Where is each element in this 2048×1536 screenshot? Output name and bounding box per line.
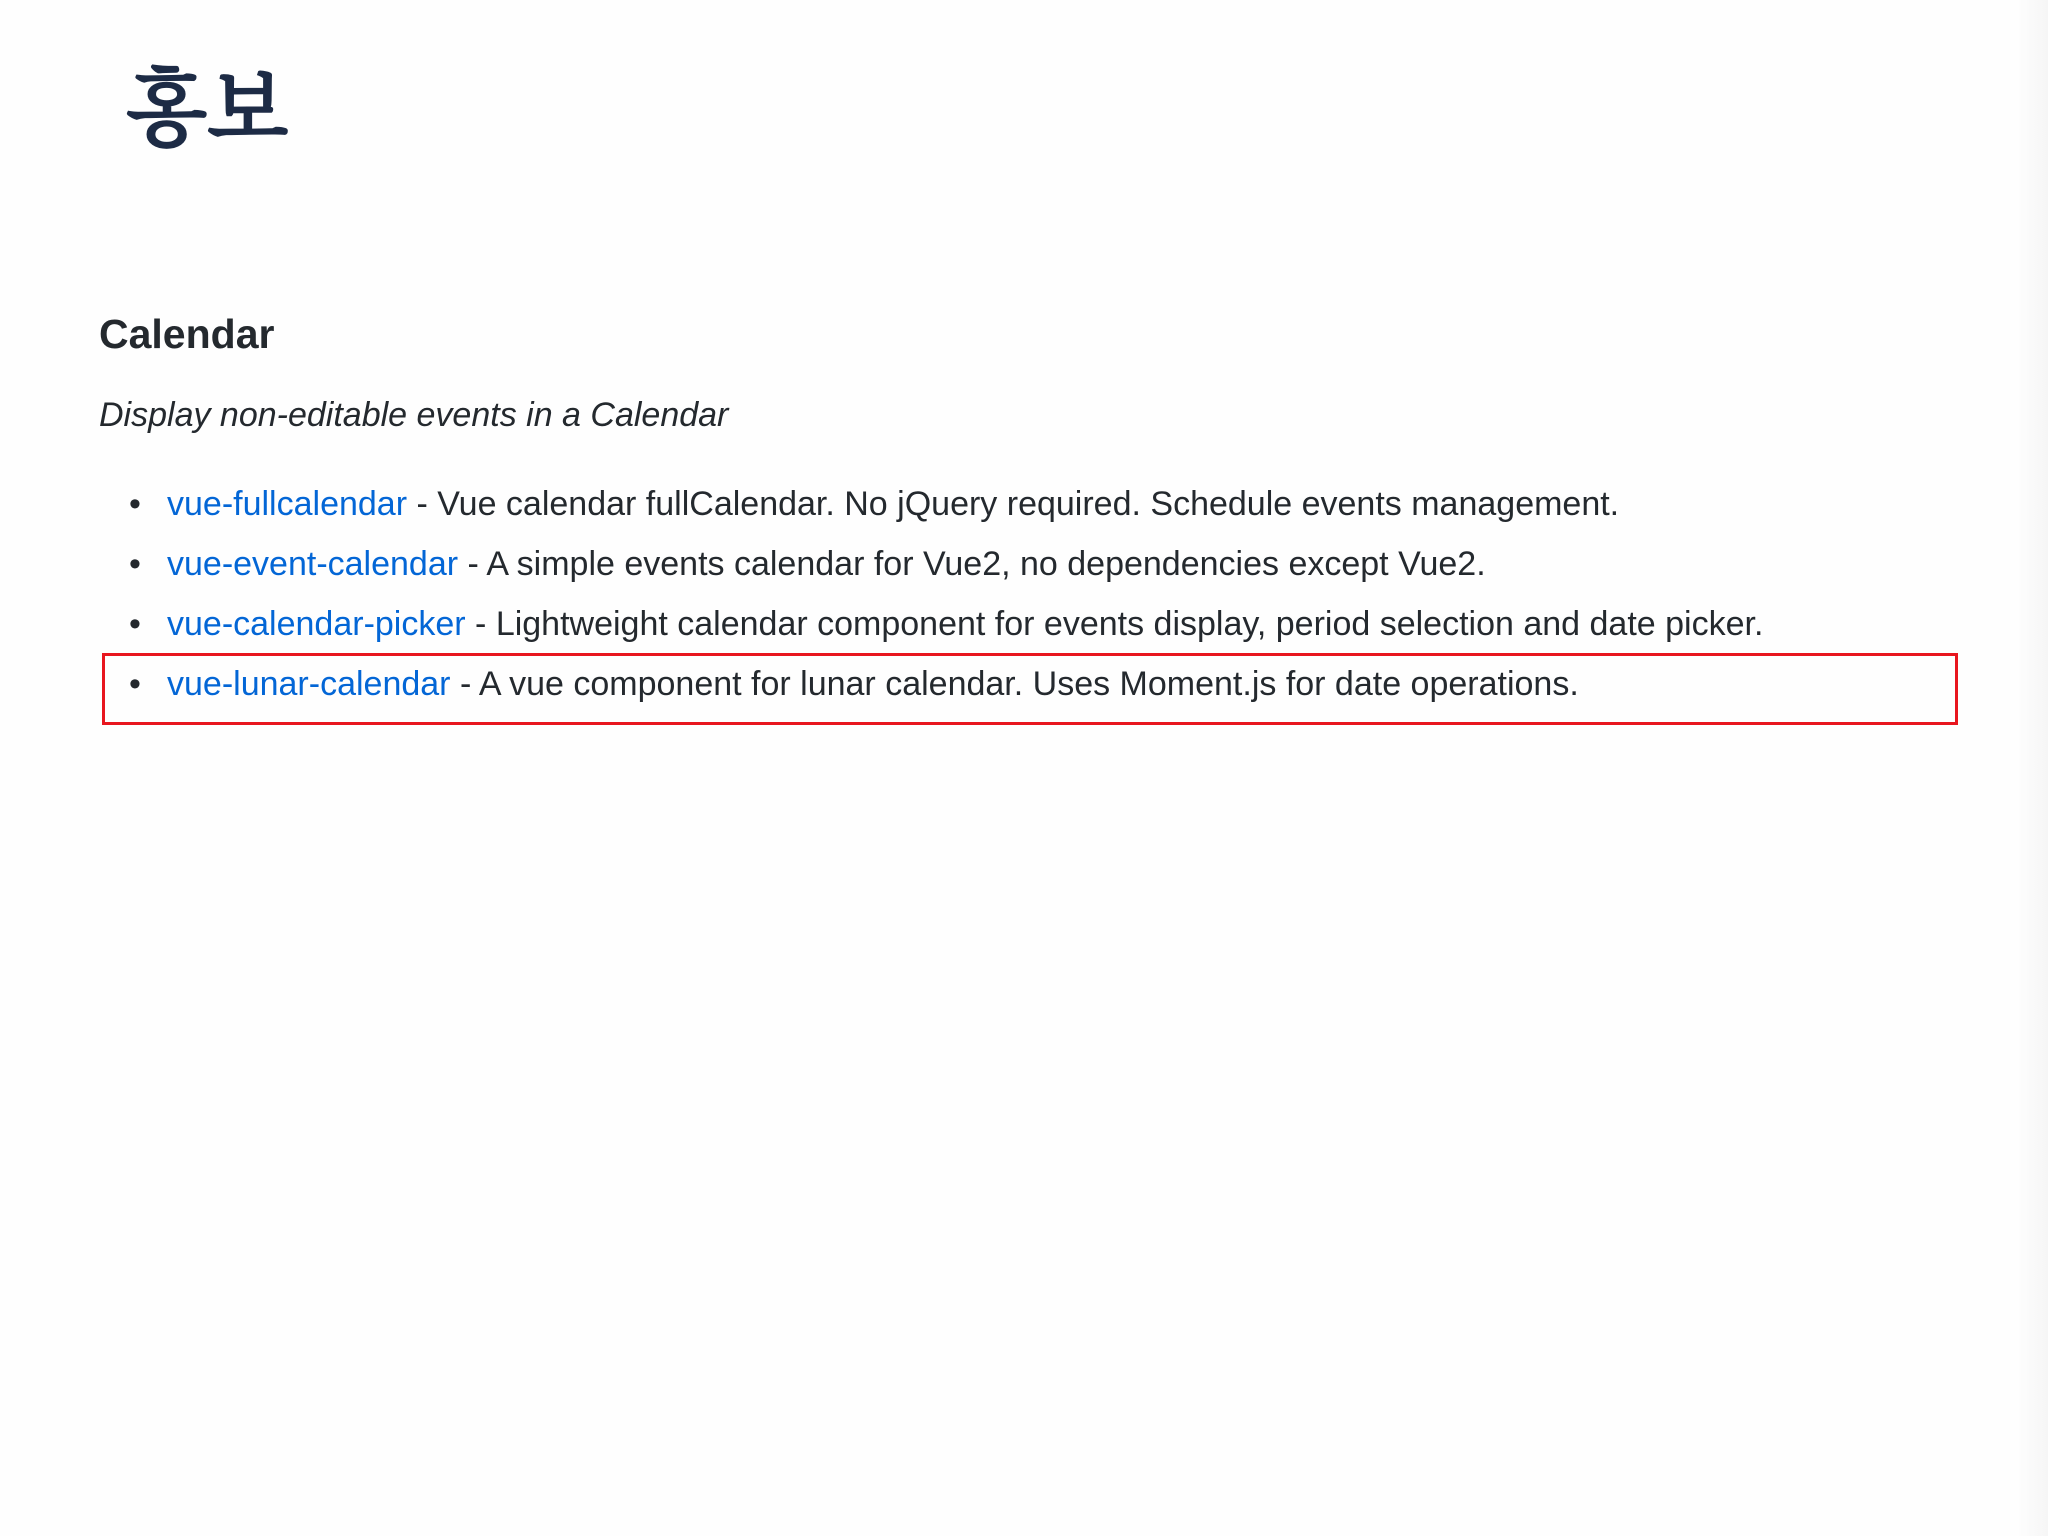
link-vue-event-calendar[interactable]: vue-event-calendar [167,545,459,583]
item-separator: - [458,545,487,583]
bullet-icon: • [129,545,141,583]
item-description: Vue calendar fullCalendar. No jQuery required. Schedule events management. [437,485,1620,523]
readme-section [99,300,1979,714]
item-separator: - [465,605,496,643]
library-list [99,474,1979,714]
list-item-vue-event-calendar [99,534,1979,594]
right-edge-shade [2016,0,2048,1536]
bullet-icon: • [129,485,141,523]
link-vue-lunar-calendar[interactable]: vue-lunar-calendar [167,665,451,703]
item-separator: - [450,665,479,703]
item-separator: - [407,485,438,523]
item-description: Lightweight calendar component for events display, period selection and date picker. [495,605,1764,643]
link-vue-calendar-picker[interactable]: vue-calendar-picker [167,605,466,643]
list-item-vue-lunar-calendar [99,654,1979,714]
section-description: Display non-editable events in a Calendar [99,396,729,434]
bullet-icon: • [129,665,141,703]
section-heading: Calendar [99,311,275,357]
item-description: A simple events calendar for Vue2, no dependencies except Vue2. [486,545,1486,583]
item-description: A vue component for lunar calendar. Uses Moment.js for date operations. [478,665,1579,703]
list-item-vue-fullcalendar [99,474,1979,534]
bullet-icon: • [129,605,141,643]
list-item-vue-calendar-picker [99,594,1979,654]
link-vue-fullcalendar[interactable]: vue-fullcalendar [167,485,408,523]
slide-title: 홍보 [126,60,289,158]
